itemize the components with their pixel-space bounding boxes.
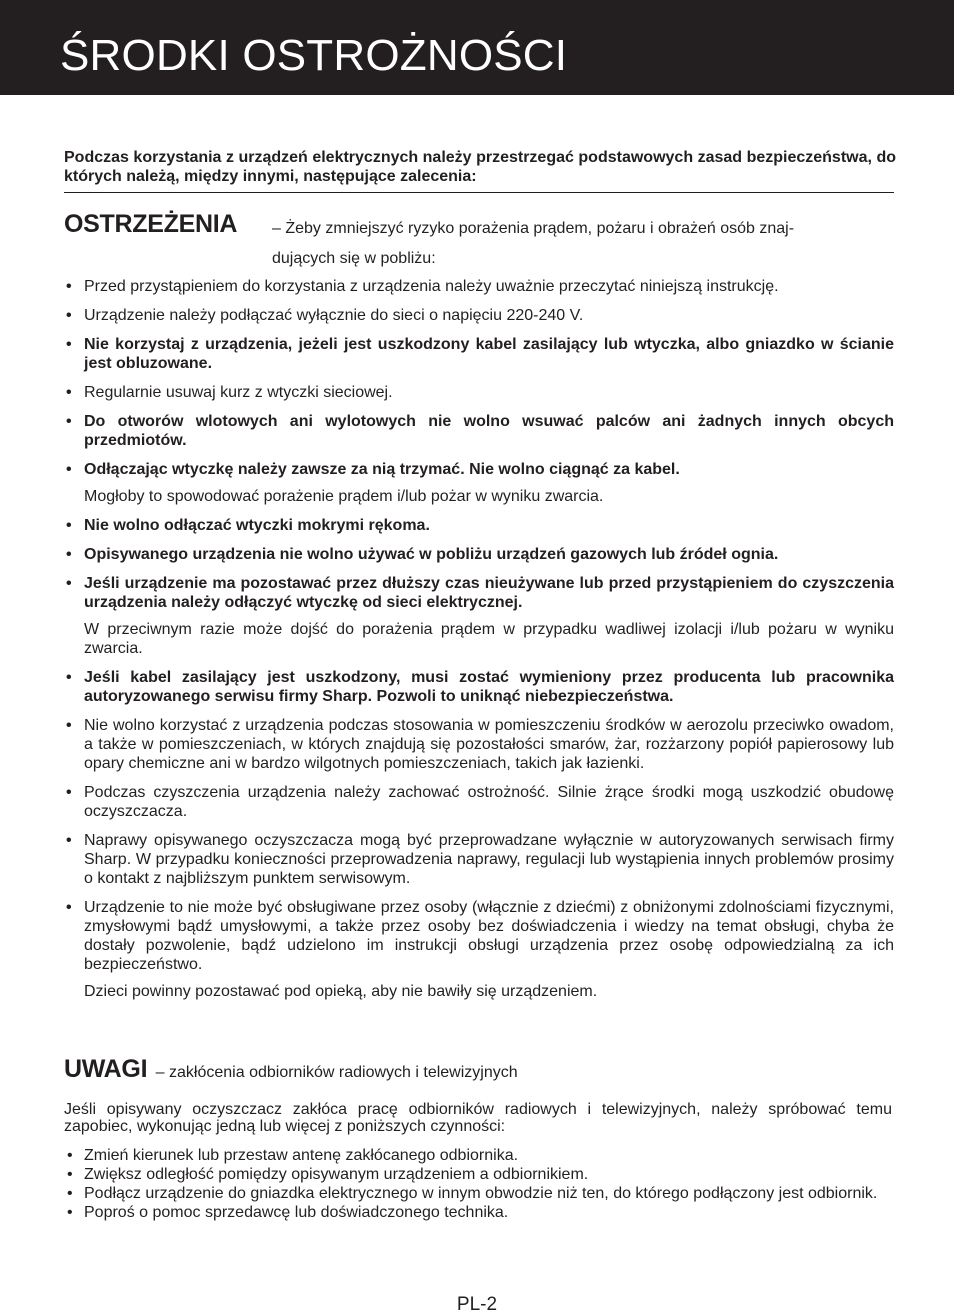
bullet-icon: • xyxy=(66,717,72,734)
bullet-icon: • xyxy=(66,307,72,324)
notes-intro: Jeśli opisywany oczyszczacz zakłóca pracę odbiorników radiowych i telewizyjnych, należy spróbować temu zapobiec, wykonując jedną lub więcej z poniższych czynności: xyxy=(64,1101,892,1135)
warnings-heading xyxy=(64,210,904,267)
warning-note: W przeciwnym razie może dojść do porażenia prądem w przypadku wadliwej izolacji i/lub pożaru w wyniku zwarcia. xyxy=(84,621,894,657)
intro-paragraph: Podczas korzystania z urządzeń elektrycznych należy przestrzegać podstawowych zasad bezpieczeństwa, do których należą, między innymi, następujące zalecenia: xyxy=(64,149,896,185)
note-text: Poproś o pomoc sprzedawcę lub doświadczonego technika. xyxy=(84,1204,509,1221)
bullet-icon: • xyxy=(66,517,72,534)
warning-item xyxy=(64,460,894,506)
warnings-title: OSTRZEŻENIA xyxy=(64,210,238,238)
header-bar xyxy=(0,0,954,95)
warning-item xyxy=(64,383,894,402)
warning-item xyxy=(64,898,894,1001)
warning-text: Urządzenie to nie może być obsługiwane przez osoby (włącznie z dziećmi) z obniżonymi zdolnościami fizycznymi, zmysłowymi bądź umysłowymi, a także przez osoby bez doświadczenia i wiedzy na temat obsługi, chyba że dostały pozwolenie, bądź udzielono im instrukcji obsługi urządzenia przez osobę odpowiedzialną za ich bezpieczeństwo. xyxy=(84,899,894,973)
note-item xyxy=(64,1204,892,1221)
warning-text: Przed przystąpieniem do korzystania z urządzenia należy uważnie przeczytać niniejszą instrukcję. xyxy=(84,278,779,295)
warning-text: Nie korzystaj z urządzenia, jeżeli jest uszkodzony kabel zasilający lub wtyczka, albo gniazdko w ścianie jest obluzowane. xyxy=(84,336,894,372)
warning-text: Opisywanego urządzenia nie wolno używać w pobliżu urządzeń gazowych lub źródeł ognia. xyxy=(84,546,779,563)
warning-item xyxy=(64,831,894,888)
warning-text: Urządzenie należy podłączać wyłącznie do sieci o napięciu 220-240 V. xyxy=(84,307,584,324)
warning-item xyxy=(64,516,894,535)
bullet-icon: • xyxy=(66,546,72,563)
notes-title: UWAGI xyxy=(64,1055,148,1083)
notes-heading xyxy=(64,1055,894,1083)
warning-item xyxy=(64,783,894,821)
bullet-icon: • xyxy=(66,413,72,430)
warnings-subtitle-line1: – Żeby zmniejszyć ryzyko porażenia prądem, pożaru i obrażeń osób znaj- xyxy=(272,220,795,237)
warning-text: Do otworów wlotowych ani wylotowych nie wolno wsuwać palców ani żadnych innych obcych przedmiotów. xyxy=(84,413,894,449)
warning-item xyxy=(64,716,894,773)
note-text: Zmień kierunek lub przestaw antenę zakłócanego odbiornika. xyxy=(84,1147,519,1164)
warning-text: Regularnie usuwaj kurz z wtyczki sieciowej. xyxy=(84,384,393,401)
bullet-icon: • xyxy=(66,784,72,801)
warning-text: Podczas czyszczenia urządzenia należy zachować ostrożność. Silnie żrące środki mogą uszkodzić obudowę oczyszczacza. xyxy=(84,784,894,820)
warning-item xyxy=(64,277,894,296)
notes-list xyxy=(64,1147,892,1223)
bullet-icon: • xyxy=(67,1147,73,1164)
warning-note: Mogłoby to spowodować porażenie prądem i/lub pożar w wyniku zwarcia. xyxy=(84,488,604,505)
bullet-icon: • xyxy=(66,336,72,353)
bullet-icon: • xyxy=(66,278,72,295)
warnings-subtitle-line2: dujących się w pobliżu: xyxy=(272,250,436,267)
note-item xyxy=(64,1166,892,1183)
warning-text: Nie wolno odłączać wtyczki mokrymi rękoma. xyxy=(84,517,430,534)
page-title: ŚRODKI OSTROŻNOŚCI xyxy=(60,31,568,80)
note-item xyxy=(64,1147,892,1164)
bullet-icon: • xyxy=(66,384,72,401)
warning-text: Jeśli kabel zasilający jest uszkodzony, musi zostać wymieniony przez producenta lub pracownika autoryzowanego serwisu firmy Sharp. Pozwoli to uniknąć niebezpieczeństwa. xyxy=(84,669,894,705)
note-text: Zwiększ odległość pomiędzy opisywanym urządzeniem a odbiornikiem. xyxy=(84,1166,589,1183)
bullet-icon: • xyxy=(66,899,72,916)
bullet-icon: • xyxy=(67,1185,73,1202)
bullet-icon: • xyxy=(67,1166,73,1183)
warning-text: Jeśli urządzenie ma pozostawać przez dłuższy czas nieużywane lub przed przystąpieniem do czyszczenia urządzenia należy odłączyć wtyczkę od sieci elektrycznej. xyxy=(84,575,894,611)
warning-text: Naprawy opisywanego oczyszczacza mogą być przeprowadzane wyłącznie w autoryzowanych serwisach firmy Sharp. W przypadku konieczności przeprowadzenia naprawy, regulacji lub wystąpienia innych problemów prosimy o kontakt z najbliższym punktem serwisowym. xyxy=(84,832,894,887)
note-item xyxy=(64,1185,892,1202)
bullet-icon: • xyxy=(66,669,72,686)
warning-note: Dzieci powinny pozostawać pod opieką, aby nie bawiły się urządzeniem. xyxy=(84,983,598,1000)
warning-item xyxy=(64,412,894,450)
warning-text: Odłączając wtyczkę należy zawsze za nią trzymać. Nie wolno ciągnąć za kabel. xyxy=(84,461,680,478)
bullet-icon: • xyxy=(67,1204,73,1221)
warnings-list xyxy=(64,277,894,1011)
bullet-icon: • xyxy=(66,575,72,592)
warning-item xyxy=(64,668,894,706)
notes-subtitle: – zakłócenia odbiorników radiowych i telewizyjnych xyxy=(155,1064,518,1081)
warning-text: Nie wolno korzystać z urządzenia podczas stosowania w pomieszczeniu środków w aerozolu przeciwko owadom, a także w pomieszczeniach, w których znajdują się pozostałości smarów, żar, rozżarzony popiół papierosowy lub opary chemiczne ani w bardzo wilgotnych pomieszczeniach, takich jak łazienki. xyxy=(84,717,894,772)
page-number: PL-2 xyxy=(456,1294,498,1315)
intro-divider xyxy=(64,192,894,193)
warning-item xyxy=(64,574,894,658)
note-text: Podłącz urządzenie do gniazdka elektrycznego w innym obwodzie niż ten, do którego podłączony jest odbiornik. xyxy=(84,1185,878,1202)
warning-item xyxy=(64,335,894,373)
warning-item xyxy=(64,545,894,564)
warning-item xyxy=(64,306,894,325)
bullet-icon: • xyxy=(66,461,72,478)
bullet-icon: • xyxy=(66,832,72,849)
